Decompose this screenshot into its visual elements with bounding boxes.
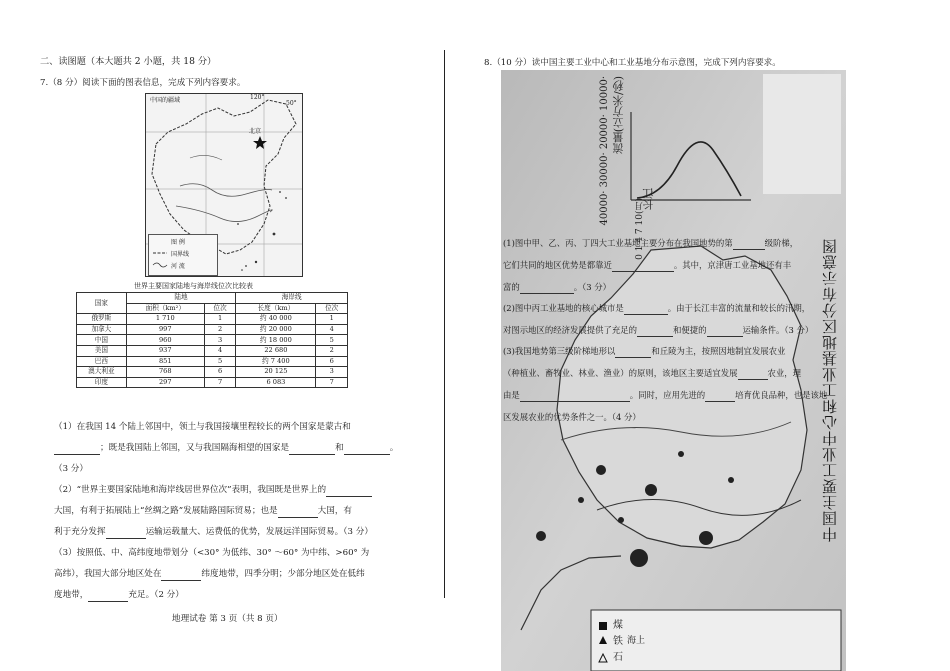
- cell-land-rank: 7: [204, 377, 235, 388]
- table-row: [77, 356, 348, 367]
- q8-1-line2: 它们共同的地区优势是都靠近 。其中，京津唐工业基地还有丰: [503, 260, 792, 270]
- answer-blank[interactable]: [612, 260, 674, 272]
- column-divider: [444, 50, 445, 598]
- page-footer: 地理试卷 第 3 页（共 8 页）: [172, 614, 283, 624]
- legend-border-label: 国界线: [171, 251, 190, 258]
- cell-length: 约 18 000: [236, 335, 316, 346]
- month-ticks: 0 1 4 7 10(月): [635, 198, 645, 260]
- cell-length: 约 40 000: [236, 314, 316, 325]
- q7-3-line2: 高纬），我国大部分地区处在 纬度地带，四季分明；少部分地区处在低纬: [54, 569, 365, 579]
- section-title: 二、读图题（本大题共 2 小题，共 18 分）: [40, 56, 217, 67]
- land-coast-ranking-table: [76, 292, 348, 388]
- q7-2-line3: 利于充分发挥 运输运载量大、运费低的优势，发展远洋国际贸易。（3 分）: [54, 527, 373, 537]
- cell-country: 美国: [77, 345, 127, 356]
- cell-coast-rank: 2: [316, 345, 348, 356]
- table-row: [77, 345, 348, 356]
- cell-land-rank: 3: [204, 335, 235, 346]
- cell-country: 印度: [77, 377, 127, 388]
- q8-1-line1: (1)图中甲、乙、丙、丁四大工业基地主要分布在我国地势的第 级阶梯，: [503, 238, 799, 248]
- river-label: 长江: [642, 188, 655, 210]
- q7-intro: 7.（8 分）阅读下面的图表信息，完成下列内容要求。: [40, 78, 246, 88]
- answer-blank[interactable]: [733, 238, 765, 250]
- cell-length: 6 083: [236, 377, 316, 388]
- cell-land-rank: 6: [204, 367, 235, 378]
- cell-country: 巴西: [77, 356, 127, 367]
- answer-blank[interactable]: [106, 527, 146, 539]
- map-inset-title: 中国的疆域: [150, 97, 181, 104]
- answer-blank[interactable]: [637, 325, 673, 337]
- flow-axis-ticks: 40000· 30000· 20000· 10000·: [599, 76, 610, 226]
- answer-blank[interactable]: [520, 282, 574, 294]
- cell-area: 997: [126, 324, 204, 335]
- cell-country: 澳大利亚: [77, 367, 127, 378]
- header-coast: 海岸线: [236, 293, 348, 304]
- cell-coast-rank: 7: [316, 377, 348, 388]
- cell-land-rank: 1: [204, 314, 235, 325]
- map-longitude-label: 120°: [250, 94, 265, 101]
- table-row: [77, 367, 348, 378]
- header-coast-rank: 位次: [316, 303, 348, 314]
- table-row: [77, 324, 348, 335]
- table-row: [77, 314, 348, 325]
- q8-3-line4: 区发展农业的优势条件之一。（4 分）: [503, 412, 641, 422]
- answer-blank[interactable]: [624, 303, 668, 315]
- answer-blank[interactable]: [738, 368, 768, 380]
- answer-blank[interactable]: [707, 325, 743, 337]
- flow-axis-label: 流量(立方米/秒): [612, 76, 625, 155]
- q7-1-score: （3 分）: [54, 464, 88, 474]
- cell-land-rank: 5: [204, 356, 235, 367]
- answer-blank[interactable]: [54, 443, 100, 455]
- q8-2-line2: 对图示地区的经济发展提供了充足的 和便捷的 运输条件。（3 分）: [503, 325, 814, 335]
- cell-coast-rank: 4: [316, 324, 348, 335]
- header-country: 国家: [77, 293, 127, 314]
- table-row: [77, 335, 348, 346]
- answer-blank[interactable]: [88, 590, 128, 602]
- q7-2-line1: （2）“世界主要国家陆地和海岸线居世界位次”表明，我国既是世界上的: [54, 485, 372, 497]
- cell-length: 22 680: [236, 345, 316, 356]
- china-territory-map: [145, 93, 303, 277]
- answer-blank[interactable]: [161, 569, 201, 581]
- q7-3-line1: （3）按照低、中、高纬度地带划分（<30° 为低纬、30° ～60° 为中纬、>60° 为: [54, 548, 370, 558]
- answer-blank[interactable]: [278, 506, 318, 518]
- legend-stone: 石: [613, 652, 623, 663]
- q8-3-line1: (3)我国地势第三级阶梯地形以 和丘陵为主，按照因地制宜发展农业: [503, 346, 786, 356]
- table-caption: 世界主要国家陆地与海岸线位次比较表: [134, 282, 253, 290]
- cell-land-rank: 4: [204, 345, 235, 356]
- legend-sea: 海上: [627, 636, 646, 646]
- header-area: 面积（km²）: [126, 303, 204, 314]
- header-land-rank: 位次: [204, 303, 235, 314]
- q7-2-line2: 大国，有利于拓展陆上“丝绸之路”发展陆路国际贸易；也是 大国，有: [54, 506, 353, 516]
- q8-intro: 8.（10 分）读中国主要工业中心和工业基地分布示意图，完成下列内容要求。: [484, 58, 781, 68]
- cell-coast-rank: 3: [316, 367, 348, 378]
- cell-length: 20 125: [236, 367, 316, 378]
- cell-coast-rank: 1: [316, 314, 348, 325]
- industrial-base-photo: [501, 70, 846, 671]
- answer-blank[interactable]: [326, 485, 372, 497]
- map-legend: [148, 234, 218, 276]
- answer-blank[interactable]: [520, 390, 630, 402]
- cell-area: 1 710: [126, 314, 204, 325]
- cell-area: 851: [126, 356, 204, 367]
- legend-coal: 煤: [613, 620, 623, 631]
- cell-country: 加拿大: [77, 324, 127, 335]
- cell-area: 960: [126, 335, 204, 346]
- cell-country: 俄罗斯: [77, 314, 127, 325]
- q7-1-line1: （1）在我国 14 个陆上邻国中，领土与我国接壤里程较长的两个国家是蒙古和: [54, 422, 351, 432]
- q8-3-line2: （种植业、畜牧业、林业、渔业）的原则，该地区主要适宜发展 农业，理: [503, 368, 801, 378]
- cell-area: 768: [126, 367, 204, 378]
- legend-title: 图 例: [171, 239, 185, 246]
- cell-coast-rank: 5: [316, 335, 348, 346]
- cell-length: 约 7 400: [236, 356, 316, 367]
- q8-1-line3: 富的 。（3 分）: [503, 282, 612, 292]
- answer-blank[interactable]: [344, 443, 390, 455]
- header-length: 长度（km）: [236, 303, 316, 314]
- table-row: [77, 377, 348, 388]
- answer-blank[interactable]: [615, 346, 651, 358]
- cell-area: 937: [126, 345, 204, 356]
- answer-blank[interactable]: [705, 390, 735, 402]
- q7-3-line3: 度地带， 充足。（2 分）: [54, 590, 184, 600]
- q7-1-line2: ；既是我国陆上邻国，又与我国隔海相望的国家是 和 。: [54, 443, 398, 455]
- map-vertical-title: 中国主要工业中心和工业基地区分布示意图: [821, 238, 839, 542]
- q8-3-line3: 由是 。同时，应用先进的 培育优良品种，也是该地: [503, 390, 828, 400]
- legend-river-label: 河 流: [171, 263, 185, 270]
- q8-2-line1: (2)图中丙工业基地的核心城市是 。由于长江丰富的流量和较长的汛期，: [503, 303, 811, 313]
- answer-blank[interactable]: [289, 443, 335, 455]
- cell-land-rank: 2: [204, 324, 235, 335]
- map-latitude-label: 50°: [286, 100, 297, 107]
- header-land: 陆地: [126, 293, 236, 304]
- legend-iron: 铁: [613, 636, 623, 647]
- cell-area: 297: [126, 377, 204, 388]
- map-beijing-label: 北京: [249, 128, 262, 135]
- cell-country: 中国: [77, 335, 127, 346]
- cell-length: 约 20 000: [236, 324, 316, 335]
- cell-coast-rank: 6: [316, 356, 348, 367]
